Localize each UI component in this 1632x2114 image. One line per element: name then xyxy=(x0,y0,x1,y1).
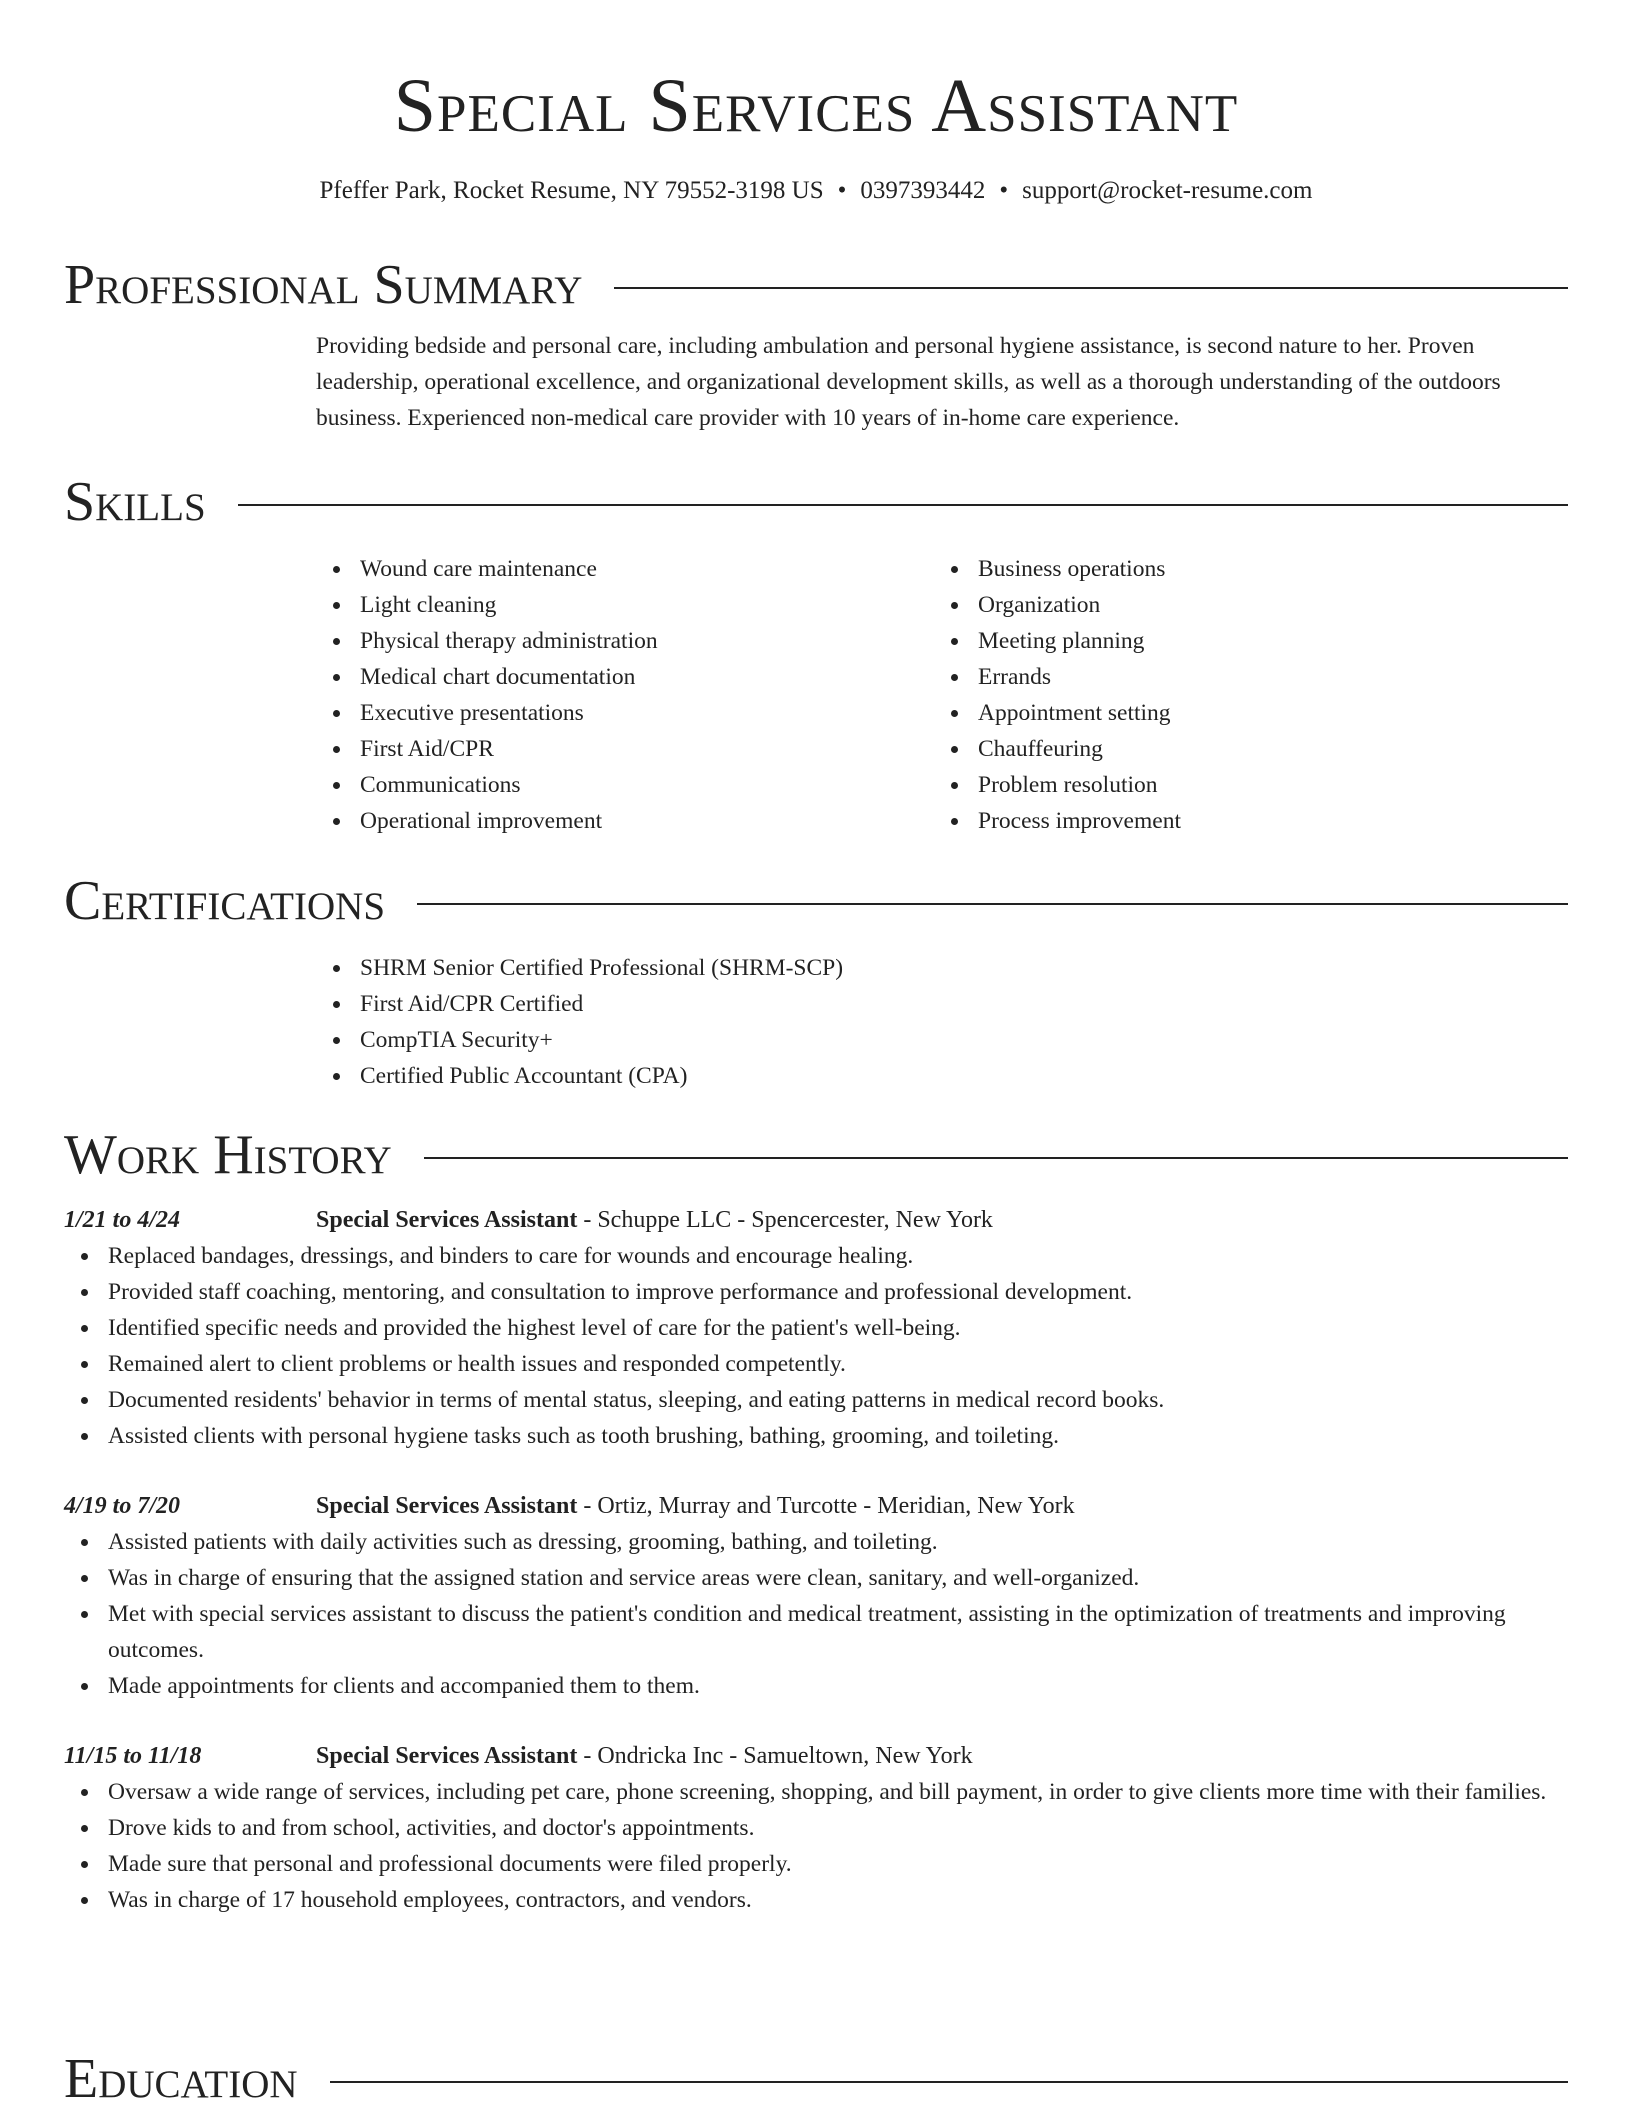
education-heading: Education xyxy=(64,2048,298,2110)
skill-item: Medical chart documentation xyxy=(316,659,934,695)
job-bullets xyxy=(64,1524,1568,1704)
certification-item: First Aid/CPR Certified xyxy=(316,986,1568,1022)
job-bullets xyxy=(64,1774,1568,1918)
certifications-list xyxy=(316,950,1568,1094)
contact-line xyxy=(0,174,1632,208)
job-bullet: Identified specific needs and provided the highest level of care for the patient's well-being. xyxy=(64,1310,1568,1346)
job-bullet: Assisted patients with daily activities such as dressing, grooming, bathing, and toileting. xyxy=(64,1524,1568,1560)
skill-item: First Aid/CPR xyxy=(316,731,934,767)
contact-address: Pfeffer Park, Rocket Resume, NY 79552-3198 US xyxy=(319,177,824,204)
job-entry xyxy=(64,1202,1568,1454)
certification-item: Certified Public Accountant (CPA) xyxy=(316,1058,1568,1094)
job-bullet: Remained alert to client problems or health issues and responded competently. xyxy=(64,1346,1568,1382)
skill-item: Meeting planning xyxy=(934,623,1552,659)
skills-heading: Skills xyxy=(64,471,206,533)
work-history-header xyxy=(64,1120,1568,1190)
job-title: Special Services Assistant xyxy=(316,1743,578,1769)
summary-section xyxy=(64,250,1568,436)
skill-item: Chauffeuring xyxy=(934,731,1552,767)
summary-text: Providing bedside and personal care, including ambulation and personal hygiene assistance, is second nature to her. Proven leadership, operational excellence, and organizational development skills, as well as a thorough understanding of the outdoors business. Experienced non-medical care provider with 10 years of in-home care experience. xyxy=(316,333,1501,431)
job-header xyxy=(64,1738,1568,1774)
job-bullet: Was in charge of 17 household employees, contractors, and vendors. xyxy=(64,1882,1568,1918)
certification-item: CompTIA Security+ xyxy=(316,1022,1568,1058)
job-bullets xyxy=(64,1238,1568,1454)
job-heading xyxy=(316,1738,973,1774)
job-entry xyxy=(64,1488,1568,1704)
job-bullet: Replaced bandages, dressings, and binders to care for wounds and encourage healing. xyxy=(64,1238,1568,1274)
job-heading xyxy=(316,1488,1075,1524)
certifications-header xyxy=(64,866,1568,936)
job-bullet: Oversaw a wide range of services, including pet care, phone screening, shopping, and bill payment, in order to give clients more time with their families. xyxy=(64,1774,1568,1810)
work-history-section xyxy=(64,1120,1568,1918)
skills-body xyxy=(316,551,1568,839)
job-title: Special Services Assistant xyxy=(316,1207,578,1233)
skills-list-right xyxy=(934,551,1552,839)
job-company: - Schuppe LLC - Spencercester, New York xyxy=(577,1207,993,1233)
skill-item: Process improvement xyxy=(934,803,1552,839)
skill-item: Physical therapy administration xyxy=(316,623,934,659)
certifications-body xyxy=(316,950,1568,1094)
skill-item: Organization xyxy=(934,587,1552,623)
job-bullet: Assisted clients with personal hygiene tasks such as tooth brushing, bathing, grooming, and toileting. xyxy=(64,1418,1568,1454)
job-company: - Ortiz, Murray and Turcotte - Meridian, New York xyxy=(577,1493,1075,1519)
skill-item: Appointment setting xyxy=(934,695,1552,731)
job-bullet: Provided staff coaching, mentoring, and consultation to improve performance and professional development. xyxy=(64,1274,1568,1310)
skill-item: Errands xyxy=(934,659,1552,695)
job-title: Special Services Assistant xyxy=(316,1493,578,1519)
work-history-heading: Work History xyxy=(64,1124,392,1186)
contact-separator: • xyxy=(999,177,1009,204)
certifications-heading: Certifications xyxy=(64,870,386,932)
education-header xyxy=(64,2044,1568,2114)
skill-item: Executive presentations xyxy=(316,695,934,731)
section-divider xyxy=(330,2081,1568,2083)
job-bullet: Documented residents' behavior in terms of mental status, sleeping, and eating patterns in medical record books. xyxy=(64,1382,1568,1418)
skill-item: Operational improvement xyxy=(316,803,934,839)
skills-list-left xyxy=(316,551,934,839)
education-section xyxy=(64,2044,1568,2114)
certifications-section xyxy=(64,866,1568,1094)
contact-phone[interactable]: 0397393442 xyxy=(860,177,986,204)
summary-header xyxy=(64,250,1568,320)
contact-email[interactable]: support@rocket-resume.com xyxy=(1022,177,1313,204)
certification-item: SHRM Senior Certified Professional (SHRM-SCP) xyxy=(316,950,1568,986)
job-bullet: Met with special services assistant to discuss the patient's condition and medical treatment, assisting in the optimization of treatments and improving outcomes. xyxy=(64,1596,1568,1668)
job-bullet: Made sure that personal and professional documents were filed properly. xyxy=(64,1846,1568,1882)
job-header xyxy=(64,1202,1568,1238)
job-bullet: Drove kids to and from school, activities, and doctor's appointments. xyxy=(64,1810,1568,1846)
job-dates: 4/19 to 7/20 xyxy=(64,1493,181,1519)
job-dates: 1/21 to 4/24 xyxy=(64,1207,181,1233)
job-bullet: Was in charge of ensuring that the assigned station and service areas were clean, sanitary, and well-organized. xyxy=(64,1560,1568,1596)
job-company: - Ondricka Inc - Samueltown, New York xyxy=(577,1743,973,1769)
summary-heading: Professional Summary xyxy=(64,254,583,316)
skills-header xyxy=(64,467,1568,537)
section-divider xyxy=(417,903,1568,905)
job-heading xyxy=(316,1202,993,1238)
resume-name: Special Services Assistant xyxy=(393,64,1239,148)
skill-item: Communications xyxy=(316,767,934,803)
skills-section xyxy=(64,467,1568,839)
skill-item: Problem resolution xyxy=(934,767,1552,803)
section-divider xyxy=(614,287,1568,289)
section-divider xyxy=(424,1157,1568,1159)
skill-item: Wound care maintenance xyxy=(316,551,934,587)
job-header xyxy=(64,1488,1568,1524)
section-divider xyxy=(238,504,1568,506)
skill-item: Light cleaning xyxy=(316,587,934,623)
skill-item: Business operations xyxy=(934,551,1552,587)
job-entry xyxy=(64,1738,1568,1918)
skills-grid xyxy=(316,551,1568,839)
job-bullet: Made appointments for clients and accompanied them to them. xyxy=(64,1668,1568,1704)
contact-separator: • xyxy=(837,177,847,204)
job-dates: 11/15 to 11/18 xyxy=(64,1743,202,1769)
